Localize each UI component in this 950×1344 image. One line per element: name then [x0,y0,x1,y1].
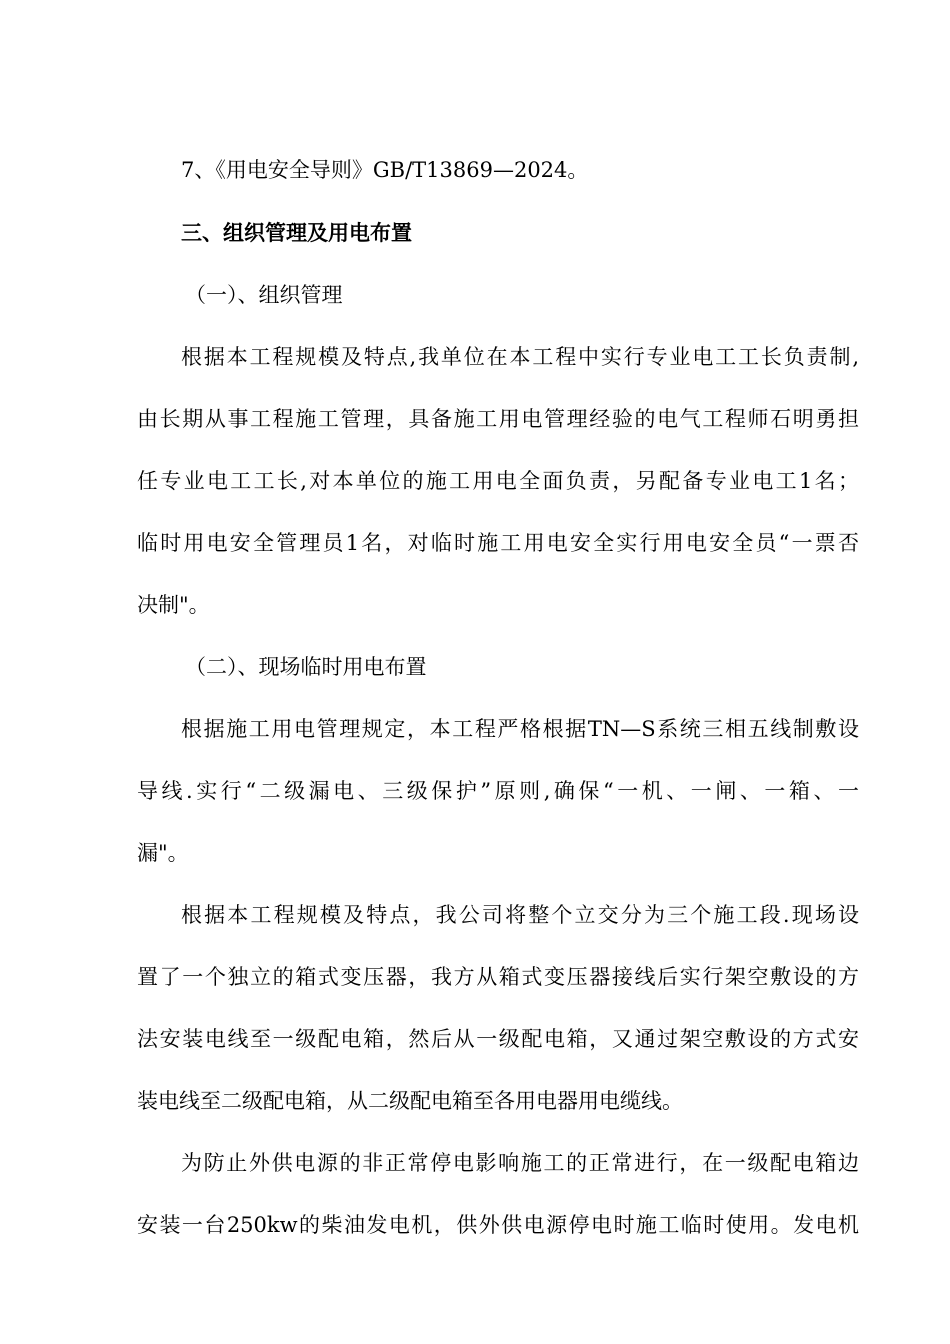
subsection-title-site-layout: （二）、现场临时用电布置 [185,655,427,679]
paragraph-line: 装电线至二级配电箱，从二级配电箱至各用电器用电缆线。 [137,1089,683,1113]
paragraph-line: 法安装电线至一级配电箱，然后从一级配电箱，又通过架空敷设的方式安 [137,1027,859,1051]
section-title: 三、组织管理及用电布置 [181,220,412,245]
paragraph-line: 任专业电工工长,对本单位的施工用电全面负责，另配备专业电工1名； [137,469,859,493]
paragraph-line: 临时用电安全管理员1名，对临时施工用电安全实行用电安全员“一票否 [137,531,859,555]
paragraph-line: 由长期从事工程施工管理，具备施工用电管理经验的电气工程师石明勇担 [137,407,859,431]
subsection-title-organization: （一）、组织管理 [185,283,343,307]
paragraph-line: 漏"。 [137,841,189,865]
paragraph-line: 根据本工程规模及特点，我公司将整个立交分为三个施工段.现场设 [181,903,859,927]
paragraph-line: 根据施工用电管理规定，本工程严格根据TN—S系统三相五线制敷设 [181,717,859,741]
paragraph-line: 根据本工程规模及特点,我单位在本工程中实行专业电工工长负责制, [181,345,859,369]
paragraph-line: 为防止外供电源的非正常停电影响施工的正常进行，在一级配电箱边 [181,1151,859,1175]
paragraph-line: 导线.实行“二级漏电、三级保护”原则,确保“一机、一闸、一箱、一 [137,779,859,803]
reference-item: 7、《用电安全导则》GB/T13869—2024。 [181,158,589,182]
paragraph-line: 安装一台250kw的柴油发电机，供外供电源停电时施工临时使用。发电机 [137,1213,859,1237]
paragraph-line: 决制"。 [137,593,210,617]
paragraph-line: 置了一个独立的箱式变压器，我方从箱式变压器接线后实行架空敷设的方 [137,965,859,989]
